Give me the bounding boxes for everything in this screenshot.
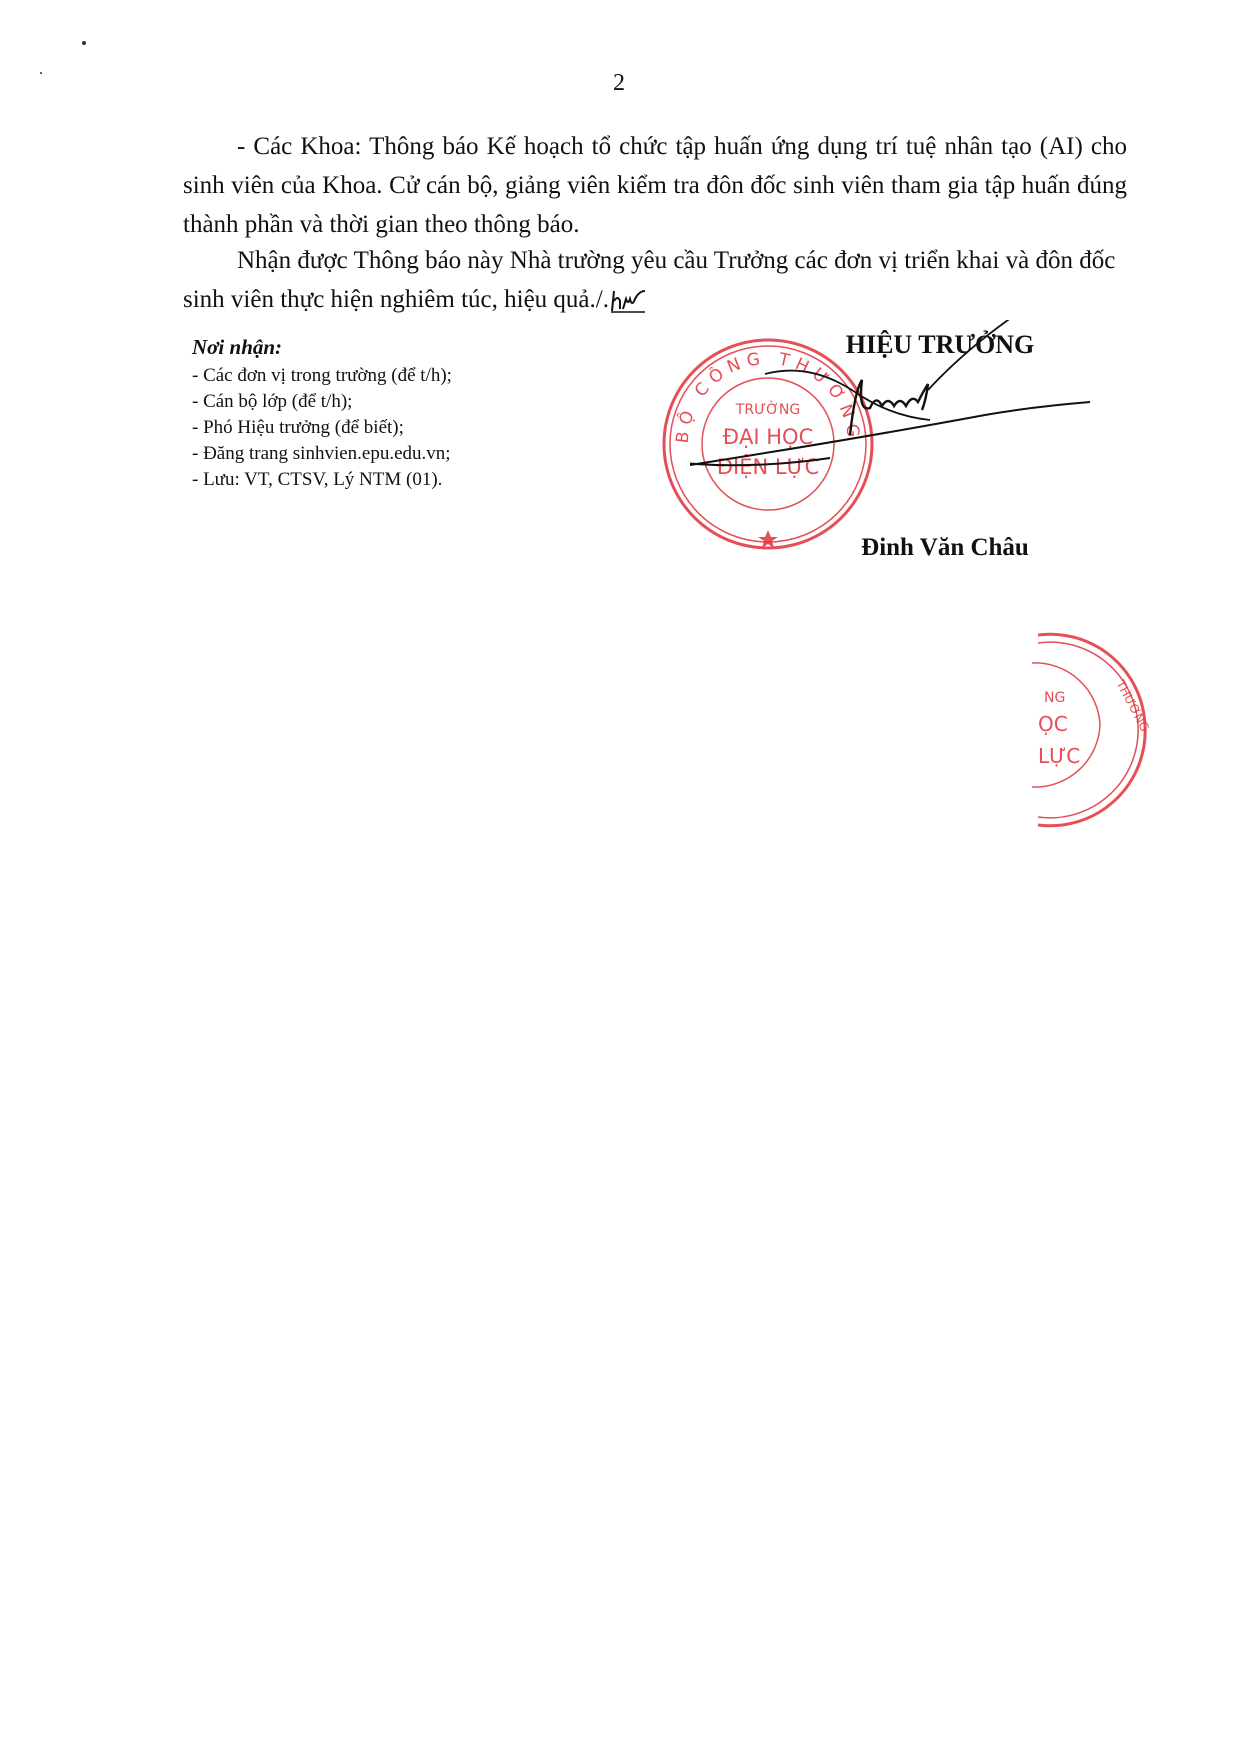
recipients-list [192, 363, 592, 493]
seal-outer-text: BỘ CÔNG THƯƠNG [672, 348, 864, 445]
initial-mark-icon [609, 287, 647, 313]
seal-inner-middle: ĐẠI HỌC [722, 425, 814, 449]
edge-seal-line-2: ỌC [1038, 712, 1068, 736]
handwritten-signature-icon [690, 320, 1130, 530]
page-number: 2 [613, 70, 625, 96]
recipient-item: - Đăng trang sinhvien.epu.edu.vn; [192, 443, 451, 464]
edge-seal-fragment [1030, 625, 1180, 850]
recipient-item: - Các đơn vị trong trường (để t/h); [192, 365, 452, 386]
signature-block [640, 320, 1120, 580]
scan-speck [40, 72, 42, 74]
signer-name: Đinh Văn Châu [861, 534, 1029, 561]
body-paragraph-1 [183, 127, 1127, 244]
recipient-item: - Lưu: VT, CTSV, Lý NTM (01). [192, 469, 443, 490]
paragraph-request [183, 241, 1127, 319]
paragraph-faculties: - Các Khoa: Thông báo Kế hoạch tổ chức tập huấn ứng dụng trí tuệ nhân tạo (AI) cho sinh viên của Khoa. Cử cán bộ, giảng viên kiểm tra đôn đốc sinh viên tham gia tập huấn đúng thành phần và thời gian theo thông báo. [183, 133, 1127, 238]
edge-seal-line-3: LỰC [1038, 744, 1081, 768]
edge-seal-line-1: NG [1044, 690, 1066, 706]
paragraph-request-text: Nhận được Thông báo này Nhà trường yêu cầu Trưởng các đơn vị triển khai và đôn đốc sinh viên thực hiện nghiêm túc, hiệu quả./. [183, 247, 1116, 313]
recipients-block [192, 334, 592, 493]
body-paragraph-2 [183, 241, 1127, 319]
seal-inner-bottom: ĐIỆN LỰC [716, 455, 820, 479]
scan-speck [82, 41, 86, 45]
recipients-title: Nơi nhận: [192, 335, 283, 359]
recipient-item: - Cán bộ lớp (để t/h); [192, 391, 353, 412]
seal-inner-top: TRƯỜNG [735, 402, 801, 418]
signer-title: HIỆU TRƯỞNG [845, 330, 1035, 359]
edge-seal-arc-text: THƯƠNG [1113, 677, 1152, 734]
recipient-item: - Phó Hiệu trưởng (để biết); [192, 417, 404, 438]
